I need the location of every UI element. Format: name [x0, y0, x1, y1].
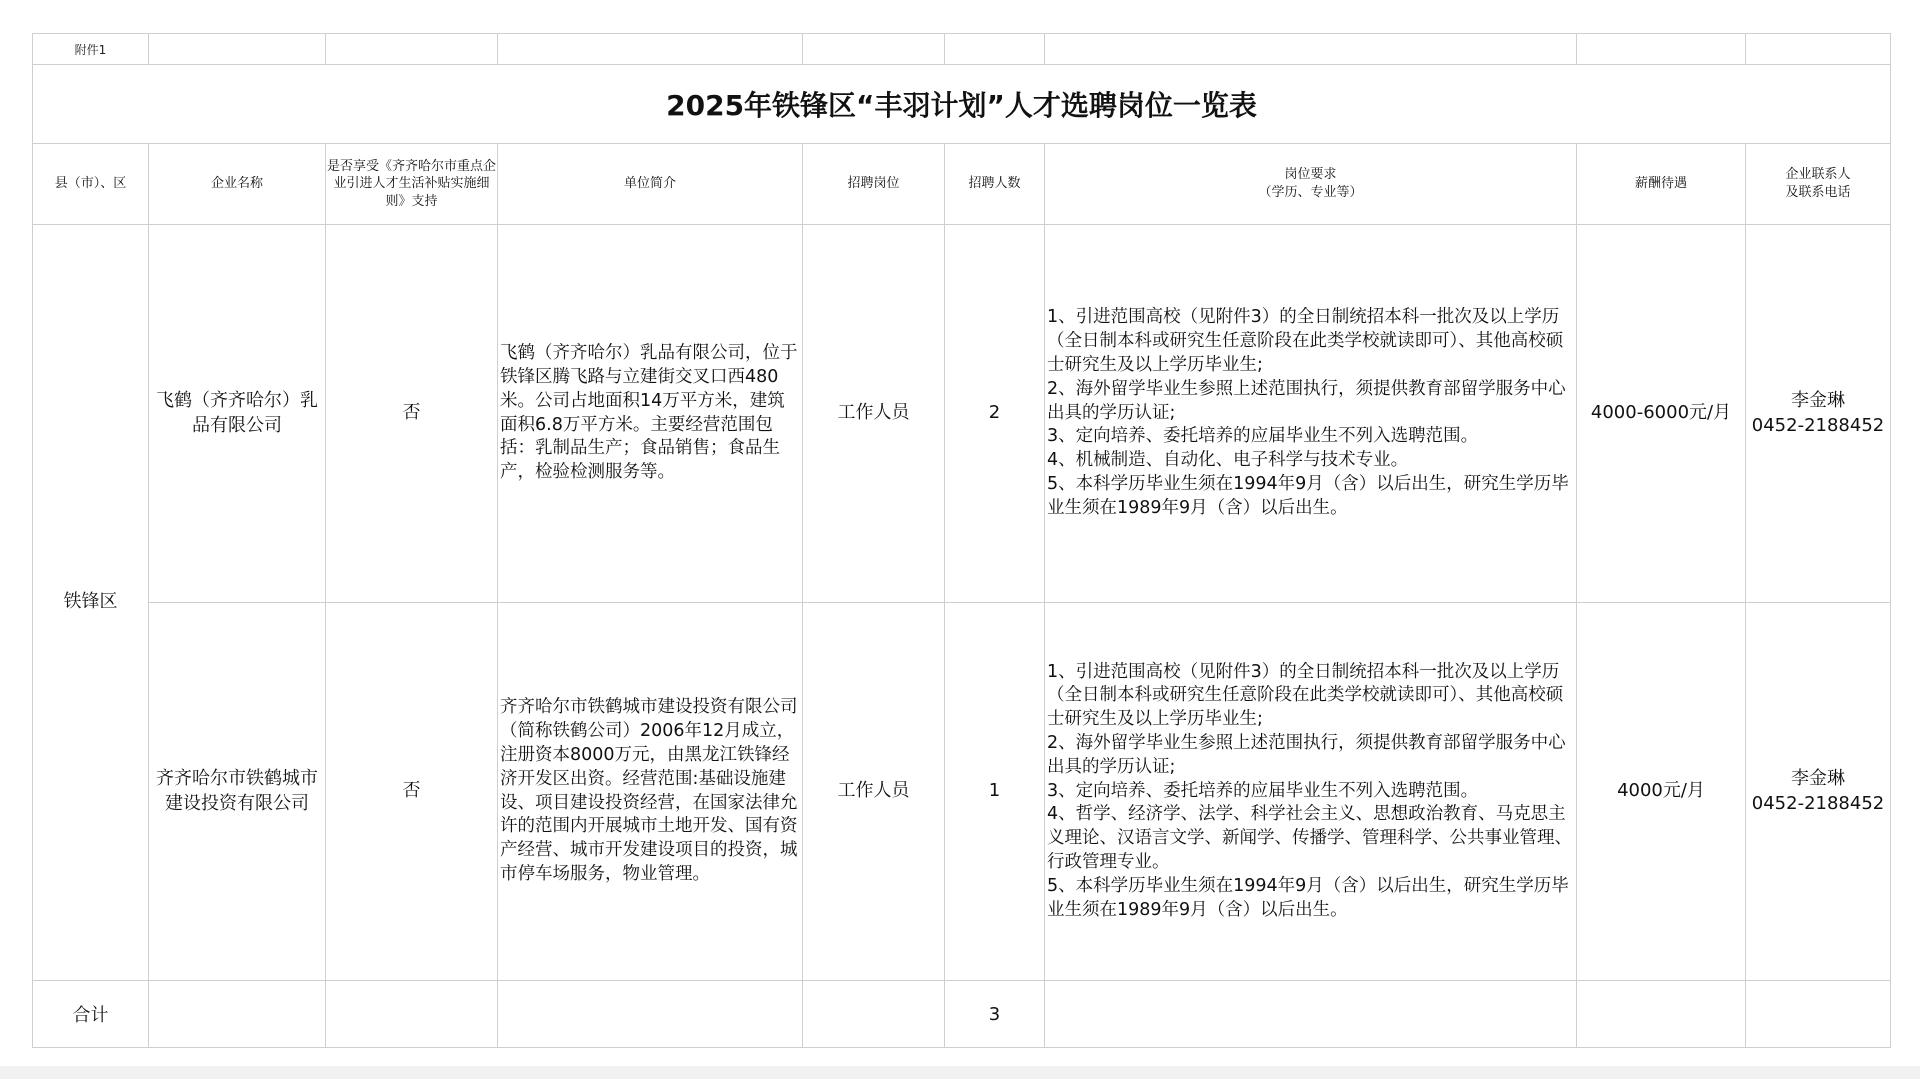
subsidy-cell: 否: [326, 603, 498, 981]
contact-phone: 0452-2188452: [1751, 414, 1885, 436]
requirements-cell: [1045, 603, 1577, 981]
company-cell: 飞鹤（齐齐哈尔）乳品有限公司: [149, 225, 326, 603]
title-row: [33, 65, 1891, 144]
header-row: [33, 144, 1891, 225]
intro-cell: 齐齐哈尔市铁鹤城市建设投资有限公司（简称铁鹤公司）2006年12月成立，注册资本8000万元，由黑龙江铁锋经济开发区出资。经营范围:基础设施建设、项目建设投资经营，在国家法律允许的范围内开展城市土地开发、国有资产经营、城市开发建设项目的投资，城市停车场服务，物业管理。: [498, 603, 803, 981]
total-row: [33, 981, 1891, 1048]
recruitment-sheet: [32, 33, 1890, 1048]
header-contact: [1746, 144, 1891, 225]
bottom-strip: [0, 1066, 1920, 1079]
header-requirements: [1045, 144, 1577, 225]
header-position: 招聘岗位: [803, 144, 945, 225]
header-salary: 薪酬待遇: [1577, 144, 1746, 225]
total-count: 3: [945, 981, 1045, 1048]
table-row: [33, 603, 1891, 981]
district-cell: 铁锋区: [33, 225, 149, 981]
header-contact-line1: 企业联系人: [1785, 167, 1851, 183]
header-intro: 单位简介: [498, 144, 803, 225]
header-company: 企业名称: [149, 144, 326, 225]
header-subsidy: 是否享受《齐齐哈尔市重点企业引进人才生活补贴实施细则》支持: [326, 144, 498, 225]
count-cell: 2: [945, 225, 1045, 603]
requirement-item: 5、本科学历毕业生须在1994年9月（含）以后出生，研究生学历毕业生须在1989年9月（含）以后出生。: [1047, 473, 1569, 518]
requirement-item: 4、哲学、经济学、法学、科学社会主义、思想政治教育、马克思主义理论、汉语言文学、新闻学、传播学、管理科学、公共事业管理、行政管理专业。: [1047, 804, 1572, 872]
requirements-cell: [1045, 225, 1577, 603]
contact-name: 李金琳: [1791, 768, 1845, 790]
page-title: 2025年铁锋区“丰羽计划”人才选聘岗位一览表: [33, 65, 1891, 144]
header-contact-line2: 及联系电话: [1785, 185, 1851, 200]
intro-cell: 飞鹤（齐齐哈尔）乳品有限公司，位于铁锋区腾飞路与立建街交叉口西480米。公司占地面积14万平方米，建筑面积6.8万平方米。主要经营范围包括：乳制品生产；食品销售；食品生产，检验检测服务等。: [498, 225, 803, 603]
recruitment-table: [32, 33, 1891, 1048]
contact-phone: 0452-2188452: [1751, 792, 1885, 814]
salary-cell: 4000元/月: [1577, 603, 1746, 981]
requirement-item: 2、海外留学毕业生参照上述范围执行，须提供教育部留学服务中心出具的学历认证;: [1047, 378, 1566, 423]
count-cell: 1: [945, 603, 1045, 981]
header-count: 招聘人数: [945, 144, 1045, 225]
contact-cell: [1746, 225, 1891, 603]
attachment-label: 附件1: [33, 34, 149, 65]
salary-cell: 4000-6000元/月: [1577, 225, 1746, 603]
contact-cell: [1746, 603, 1891, 981]
requirement-item: 5、本科学历毕业生须在1994年9月（含）以后出生，研究生学历毕业生须在1989年9月（含）以后出生。: [1047, 875, 1569, 920]
requirement-item: 4、机械制造、自动化、电子科学与技术专业。: [1047, 450, 1409, 471]
total-label: 合计: [33, 981, 149, 1048]
table-row: [33, 225, 1891, 603]
attachment-row: [33, 34, 1891, 65]
requirement-item: 3、定向培养、委托培养的应届毕业生不列入选聘范围。: [1047, 426, 1479, 447]
contact-name: 李金琳: [1791, 390, 1845, 412]
header-requirements-line2: （学历、专业等）: [1258, 185, 1363, 200]
requirement-item: 3、定向培养、委托培养的应届毕业生不列入选聘范围。: [1047, 780, 1479, 801]
requirement-item: 1、引进范围高校（见附件3）的全日制统招本科一批次及以上学历（全日制本科或研究生任意阶段在此类学校就读即可）、其他高校硕士研究生及以上学历毕业生;: [1047, 307, 1564, 375]
header-district: 县（市）、区: [33, 144, 149, 225]
requirement-item: 1、引进范围高校（见附件3）的全日制统招本科一批次及以上学历（全日制本科或研究生任意阶段在此类学校就读即可）、其他高校硕士研究生及以上学历毕业生;: [1047, 661, 1564, 730]
company-cell: 齐齐哈尔市铁鹤城市建设投资有限公司: [149, 603, 326, 981]
header-requirements-line1: 岗位要求: [1284, 167, 1337, 183]
position-cell: 工作人员: [803, 225, 945, 603]
requirement-item: 2、海外留学毕业生参照上述范围执行，须提供教育部留学服务中心出具的学历认证;: [1047, 733, 1566, 777]
position-cell: 工作人员: [803, 603, 945, 981]
subsidy-cell: 否: [326, 225, 498, 603]
